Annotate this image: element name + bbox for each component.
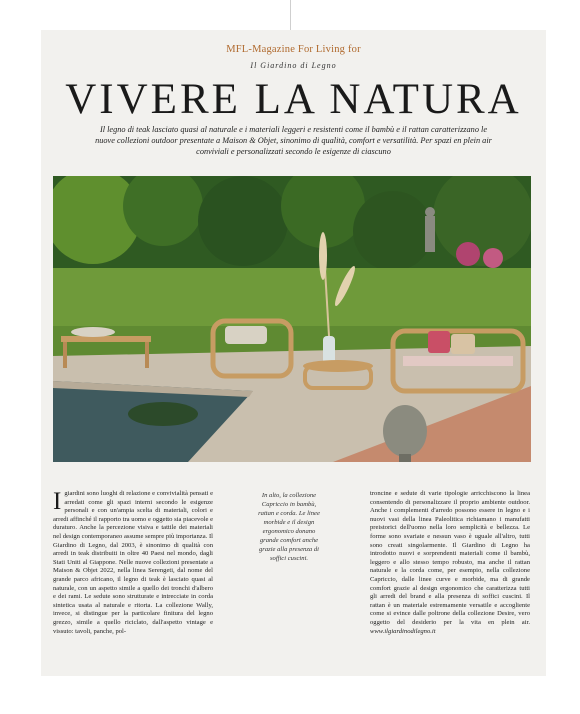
page-top-divider — [290, 0, 291, 30]
sofa-pillow-pink — [428, 331, 450, 353]
article-column-3 — [370, 490, 530, 636]
magazine-page — [41, 30, 546, 676]
dropcap: I — [53, 488, 62, 515]
sofa-seat — [403, 356, 513, 366]
sofa-pillow-beige — [451, 334, 475, 354]
article-column-1 — [53, 490, 213, 636]
photo-caption: In alto, la collezione Capriccio in bambù, rattan e corda. Le linee morbide e il design ergonomico donano grande comfort anche grazie alla presenza di soffici cuscini. — [258, 492, 320, 562]
garden-statue — [425, 216, 435, 252]
rattan-bench — [61, 336, 151, 342]
pinecone-sculpture — [383, 405, 427, 457]
article-deck: Il legno di teak lasciato quasi al naturale e i materiali leggeri e resistenti come il bambù e il rattan caratterizzano le nuove collezioni outdoor presentate a Maison & Objet, sinonimo di qualità, comfort e versatilità. Per spazi en plein air conviviali e personalizzati secondo le esigenze di ciascuno — [95, 125, 492, 156]
tree-canopy — [198, 176, 288, 266]
garden-photo-illustration — [53, 176, 531, 462]
flower-bush — [456, 242, 480, 266]
pinecone-base — [399, 454, 411, 462]
pool-reflection — [128, 402, 198, 426]
article-title: VIVERE LA NATURA — [65, 76, 522, 123]
article-column-3-text: troncine e sedute di varie tipologie arricchiscono la linea consentendo di personalizzare il proprio ambiente outdoor. Anche i complementi d'arredo possono essere in legno e i nuovi vasi della linea Paleolitica richiamano i manufatti preistorici dell'uomo nella loro semplicità e bellezza. Le forme sono svariate e nessun vaso è uguale all'altro, tutti sono creati singolarmente. Il Giardino di Legno ha introdotto nuovi e sorprendenti materiali come il bambù, leggero e allo stesso tempo robusto, ma anche il rattan naturale e la corda come, per esempio, nella collezione Capriccio, dalle linee curve e morbide, ma di grande comfort grazie al design ergonomico che caratterizza tutti gli arredi del brand e alla presenza di soffici cuscini. Il rattan è un materiale estremamente versatile e accogliente come si evince dalle poltrone della collezione Desire, vero oggetto del desiderio per la vita en plein air. — [370, 490, 530, 626]
brand-subkicker: Il Giardino di Legno — [250, 61, 337, 70]
bench-leg — [145, 342, 149, 368]
website-link[interactable]: www.ilgiardinodilegno.it — [370, 627, 436, 635]
article-column-1-text: giardini sono luoghi di relazione e convivialità pensati e arredati come gli spazi interni secondo le esigenze personali e con un'ampia scelta di materiali, colori e arredi affinché il rapporto tra uomo e oggetto sia piacevole e duraturo. Anche la percezione visiva e tattile dei materiali nel design contemporaneo assume sempre più importanza. Il Giardino di Legno, dal 2003, è sinonimo di qualità con arredi in teak distribuiti in oltre 40 Paesi nel mondo, dagli Stati Uniti al Giappone. Nelle nuove collezioni presentate a Maison & Objet 2022, nella linea Serengeti, dal nome del grande parco africano, il legno di teak è lasciato quasi al naturale, con un aspetto simile a quello dei tronchi d'albero e dei rami. Le sedute sono strutturate e intrecciate in corda sintetica usata al naturale e ritorta. La collezione Wally, invece, si distingue per la particolare finitura del legno grezzo, simile a quello riciclato, dall'aspetto vintage e vissuto: tavoli, panche, pol- — [53, 490, 213, 635]
bench-leg — [63, 342, 67, 368]
flower-bush — [483, 248, 503, 268]
armchair-cushion — [225, 326, 267, 344]
bench-cushion — [71, 327, 115, 337]
tree-canopy — [353, 191, 433, 271]
magazine-kicker: MFL-Magazine For Living for — [226, 44, 361, 55]
garden-statue-head — [425, 207, 435, 217]
glass-vase — [323, 336, 335, 364]
pampas-plume — [319, 232, 327, 280]
garden-photo — [53, 176, 531, 462]
